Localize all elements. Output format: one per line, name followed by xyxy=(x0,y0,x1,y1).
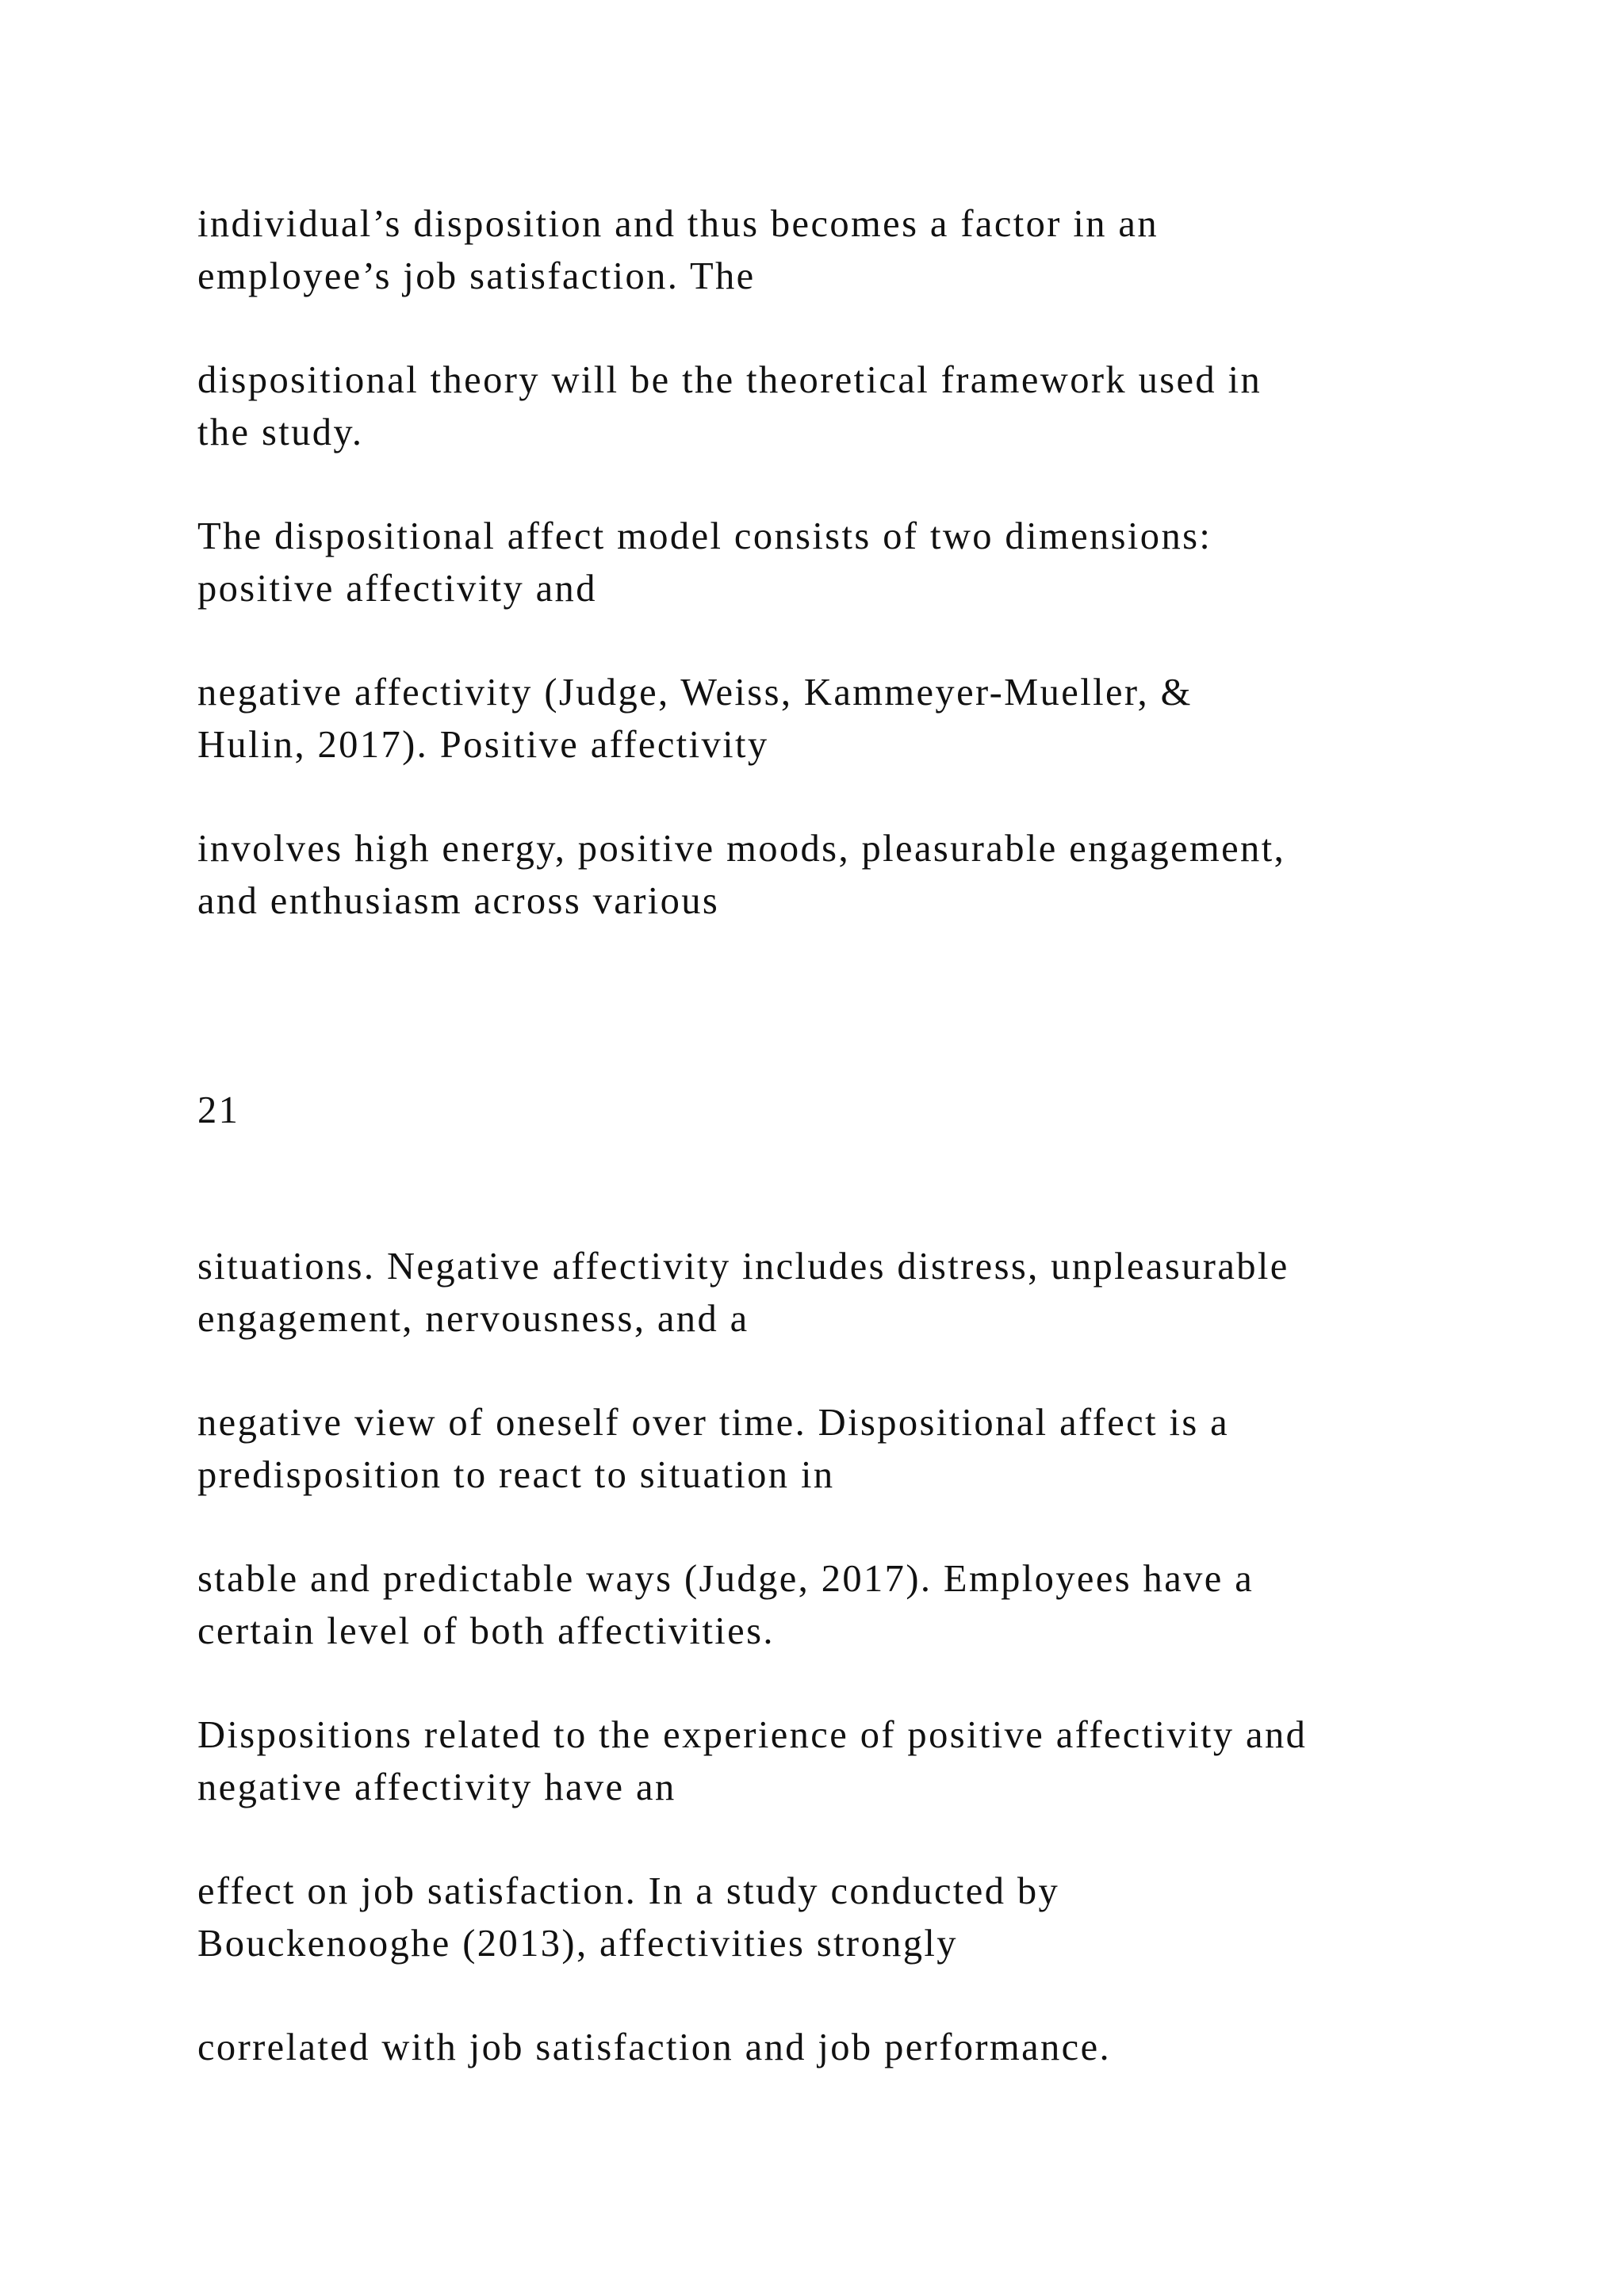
paragraph xyxy=(197,198,1593,303)
text-line: engagement, nervousness, and a xyxy=(197,1298,749,1340)
text-line: and enthusiasm across various xyxy=(197,880,720,922)
text-line: situations. Negative affectivity includes distress, unpleasurable xyxy=(197,1246,1289,1288)
paragraph xyxy=(197,1709,1593,1814)
text-line: negative view of oneself over time. Dispositional affect is a xyxy=(197,1402,1230,1444)
text-line: stable and predictable ways (Judge, 2017). Employees have a xyxy=(197,1558,1254,1600)
text-line: positive affectivity and xyxy=(197,568,597,610)
paragraph xyxy=(197,354,1593,459)
text-line: negative affectivity (Judge, Weiss, Kammeyer-Mueller, & xyxy=(197,672,1193,714)
text-line: certain level of both affectivities. xyxy=(197,1610,775,1652)
text-line: effect on job satisfaction. In a study conducted by xyxy=(197,1870,1060,1912)
page-number: 21 xyxy=(197,1089,240,1131)
paragraph xyxy=(197,2022,1593,2074)
text-line: individual’s disposition and thus becomes a factor in an xyxy=(197,203,1159,245)
text-line: correlated with job satisfaction and job performance. xyxy=(197,2026,1112,2068)
paragraph xyxy=(197,1241,1593,1345)
paragraph xyxy=(197,823,1593,928)
text-line: the study. xyxy=(197,411,364,453)
text-line: Dispositions related to the experience of positive affectivity and xyxy=(197,1714,1308,1756)
paragraph xyxy=(197,511,1593,615)
paragraph xyxy=(197,1553,1593,1658)
text-line: negative affectivity have an xyxy=(197,1766,676,1808)
text-line: Bouckenooghe (2013), affectivities strongly xyxy=(197,1923,958,1965)
paragraph xyxy=(197,1397,1593,1502)
text-line: The dispositional affect model consists of two dimensions: xyxy=(197,515,1212,557)
paragraph xyxy=(197,1866,1593,1970)
paragraph xyxy=(197,667,1593,771)
text-line: employee’s job satisfaction. The xyxy=(197,255,756,297)
text-line: Hulin, 2017). Positive affectivity xyxy=(197,724,769,766)
text-line: dispositional theory will be the theoretical framework used in xyxy=(197,359,1262,401)
text-line: involves high energy, positive moods, pleasurable engagement, xyxy=(197,828,1286,870)
text-line: predisposition to react to situation in xyxy=(197,1454,835,1496)
